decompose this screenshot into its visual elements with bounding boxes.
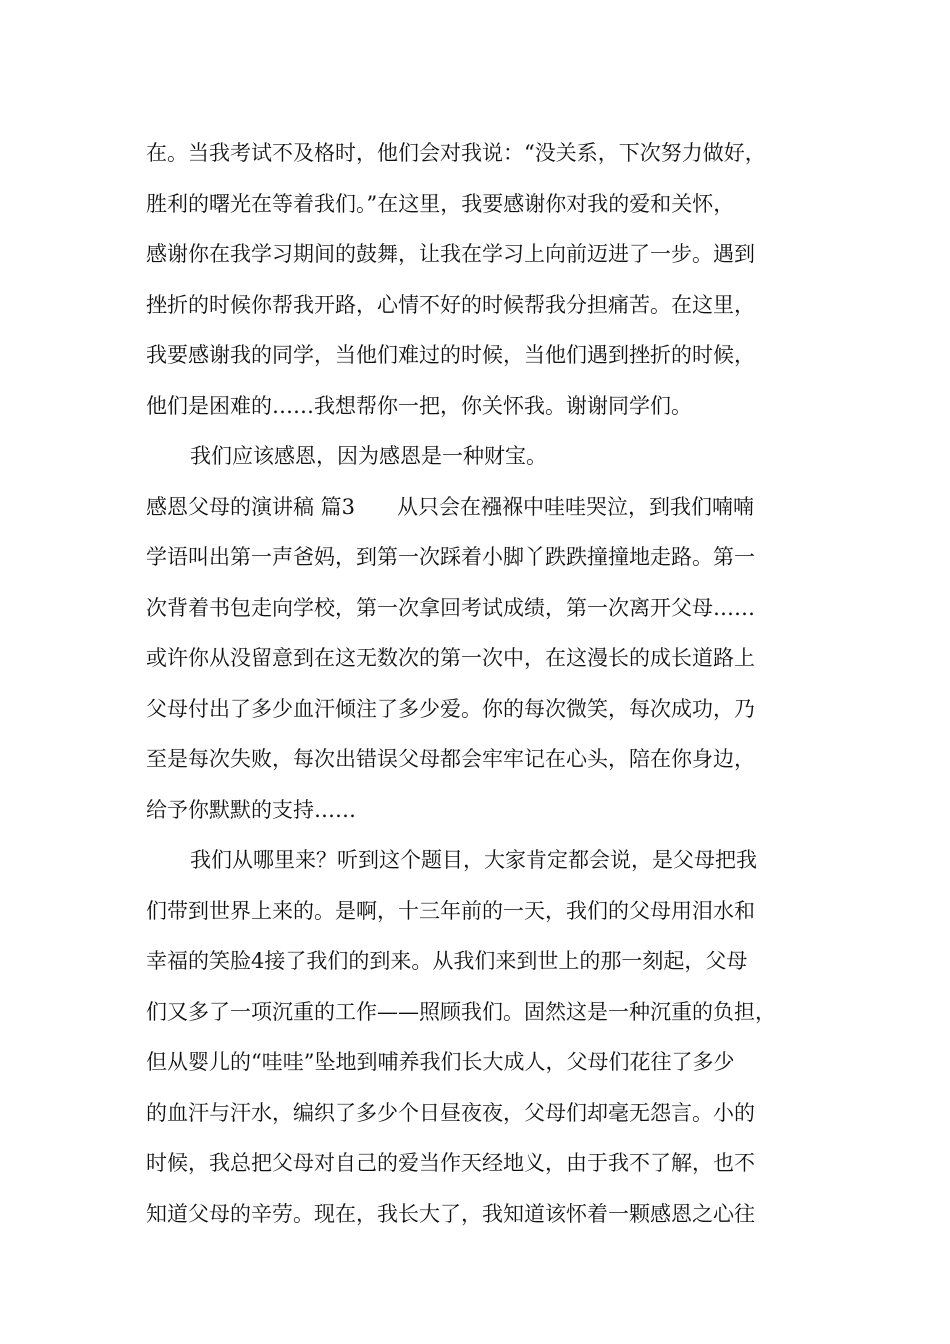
text-line: 我们应该感恩，因为感恩是一种财宝。 [190,444,547,468]
text-line: 或许你从没留意到在这无数次的第一次中，在这漫长的成长道路上 [146,646,755,670]
text-line: 在。当我考试不及格时，他们会对我说：“没关系，下次努力做好， [146,141,766,165]
text-line: 感恩父母的演讲稿 篇3 从只会在襁褓中哇哇哭泣，到我们喃喃 [146,494,755,519]
text-line: 挫折的时候你帮我开路，心情不好的时候帮我分担痛苦。在这里， [146,292,755,317]
text-line: 幸福的笑脸4接了我们的到来。从我们来到世上的那一刻起，父母 [146,949,748,973]
text-line: 们带到世界上来的。是啊，十三年前的一天，我们的父母用泪水和 [146,898,755,923]
text-line: 时候，我总把父母对自己的爱当作天经地义，由于我不了解，也不 [146,1151,755,1175]
body-text [146,128,836,1239]
text-line: 感谢你在我学习期间的鼓舞，让我在学习上向前迈进了一步。遇到 [146,242,755,266]
text-line: 给予你默默的支持…… [146,797,356,822]
text-line: 的血汗与汗水，编织了多少个日昼夜夜，父母们却毫无怨言。小的 [146,1100,755,1125]
text-line: 至是每次失败，每次出错误父母都会牢牢记在心头，陪在你身边， [146,747,755,771]
text-line: 但从婴儿的“哇哇”坠地到哺养我们长大成人，父母们花往了多少 [146,1050,735,1074]
text-line: 次背着书包走向学校，第一次拿回考试成绩，第一次离开父母…… [146,595,755,620]
text-line: 我们从哪里来？听到这个题目，大家肯定都会说，是父母把我 [190,848,757,872]
text-line: 胜利的曙光在等着我们。”在这里，我要感谢你对我的爱和关怀， [146,191,735,216]
text-line: 他们是困难的……我想帮你一把，你关怀我。谢谢同学们。 [146,393,692,418]
text-line: 们又多了一项沉重的工作——照顾我们。固然这是一种沉重的负担， [146,999,776,1024]
text-line: 学语叫出第一声爸妈，到第一次踩着小脚丫跌跌撞撞地走路。第一 [146,545,755,569]
text-line: 父母付出了多少血汗倾注了多少爱。你的每次微笑，每次成功，乃 [146,696,755,721]
text-line: 知道父母的辛劳。现在，我长大了，我知道该怀着一颗感恩之心往 [146,1201,755,1226]
text-line: 我要感谢我的同学，当他们难过的时候，当他们遇到挫折的时候， [146,343,755,367]
